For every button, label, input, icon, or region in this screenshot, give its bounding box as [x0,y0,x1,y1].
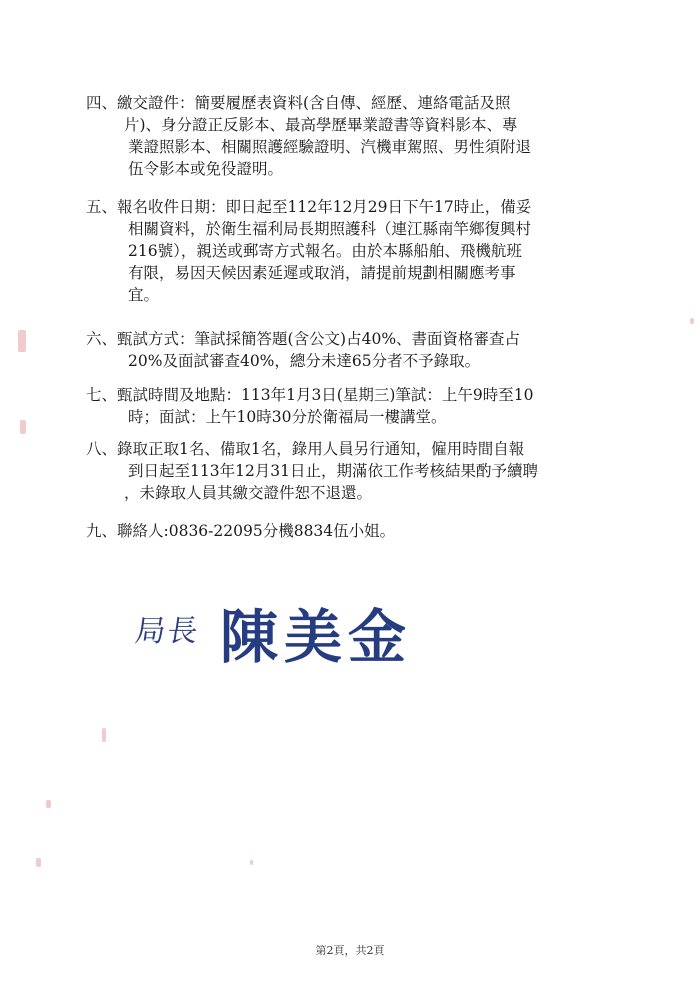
section-line: 八、錄取正取1名、備取1名，錄用人員另行通知，僱用時間自報 [86,440,525,458]
stamp-bleed-mark [46,800,51,808]
section-line: 七、甄試時間及地點：113年1月3日(星期三)筆試：上午9時至10 [86,386,534,404]
director-signature [128,590,428,670]
section-line: 業證照影本、相關照護經驗證明、汽機車駕照、男性須附退 [128,138,532,156]
stamp-bleed-mark [36,858,41,867]
section-item-9 [86,520,646,542]
signature-title: 局長 [133,614,202,649]
stamp-bleed-mark [20,420,26,434]
section-item-8 [86,438,646,504]
section-line: 有限，易因天候因素延遲或取消，請提前規劃相關應考事 [128,264,516,282]
section-line: 九、聯絡人:0836-22095分機8834伍小姐。 [86,522,396,540]
stamp-bleed-mark [102,728,106,742]
section-line: 伍令影本或免役證明。 [128,160,284,178]
section-line: 時；面試：上午10時30分於衛福局一樓講堂。 [128,408,447,426]
section-line: 片)、身分證正反影本、最高學歷畢業證書等資料影本、專 [124,116,518,134]
section-line: 20%及面試審查40%，總分未達65分者不予錄取。 [128,352,481,370]
section-line: 216號），親送或郵寄方式報名。由於本縣船舶、飛機航班 [128,242,522,260]
section-item-6 [86,328,646,372]
stamp-bleed-mark [18,330,26,352]
stamp-bleed-mark [690,318,694,324]
signature-name: 陳美金 [220,603,413,671]
section-item-4 [86,92,646,180]
section-line: 四、繳交證件：簡要履歷表資料(含自傳、經歷、連絡電話及照 [86,94,511,112]
section-line: 宜。 [128,286,160,304]
section-item-7 [86,384,646,428]
section-line: 相關資料，於衛生福利局長期照護科（連江縣南竿鄉復興村 [128,220,532,238]
stamp-bleed-mark [250,860,253,865]
section-line: ，未錄取人員其繳交證件恕不退還。 [124,484,373,502]
section-item-5 [86,196,646,306]
section-line: 五、報名收件日期：即日起至112年12月29日下午17時止，備妥 [86,198,532,216]
section-line: 六、甄試方式：筆試採簡答題(含公文)占40%、書面資格審查占 [86,330,521,348]
section-line: 到日起至113年12月31日止，期滿依工作考核結果酌予續聘 [128,462,539,480]
page-number: 第2頁，共2頁 [315,944,385,957]
